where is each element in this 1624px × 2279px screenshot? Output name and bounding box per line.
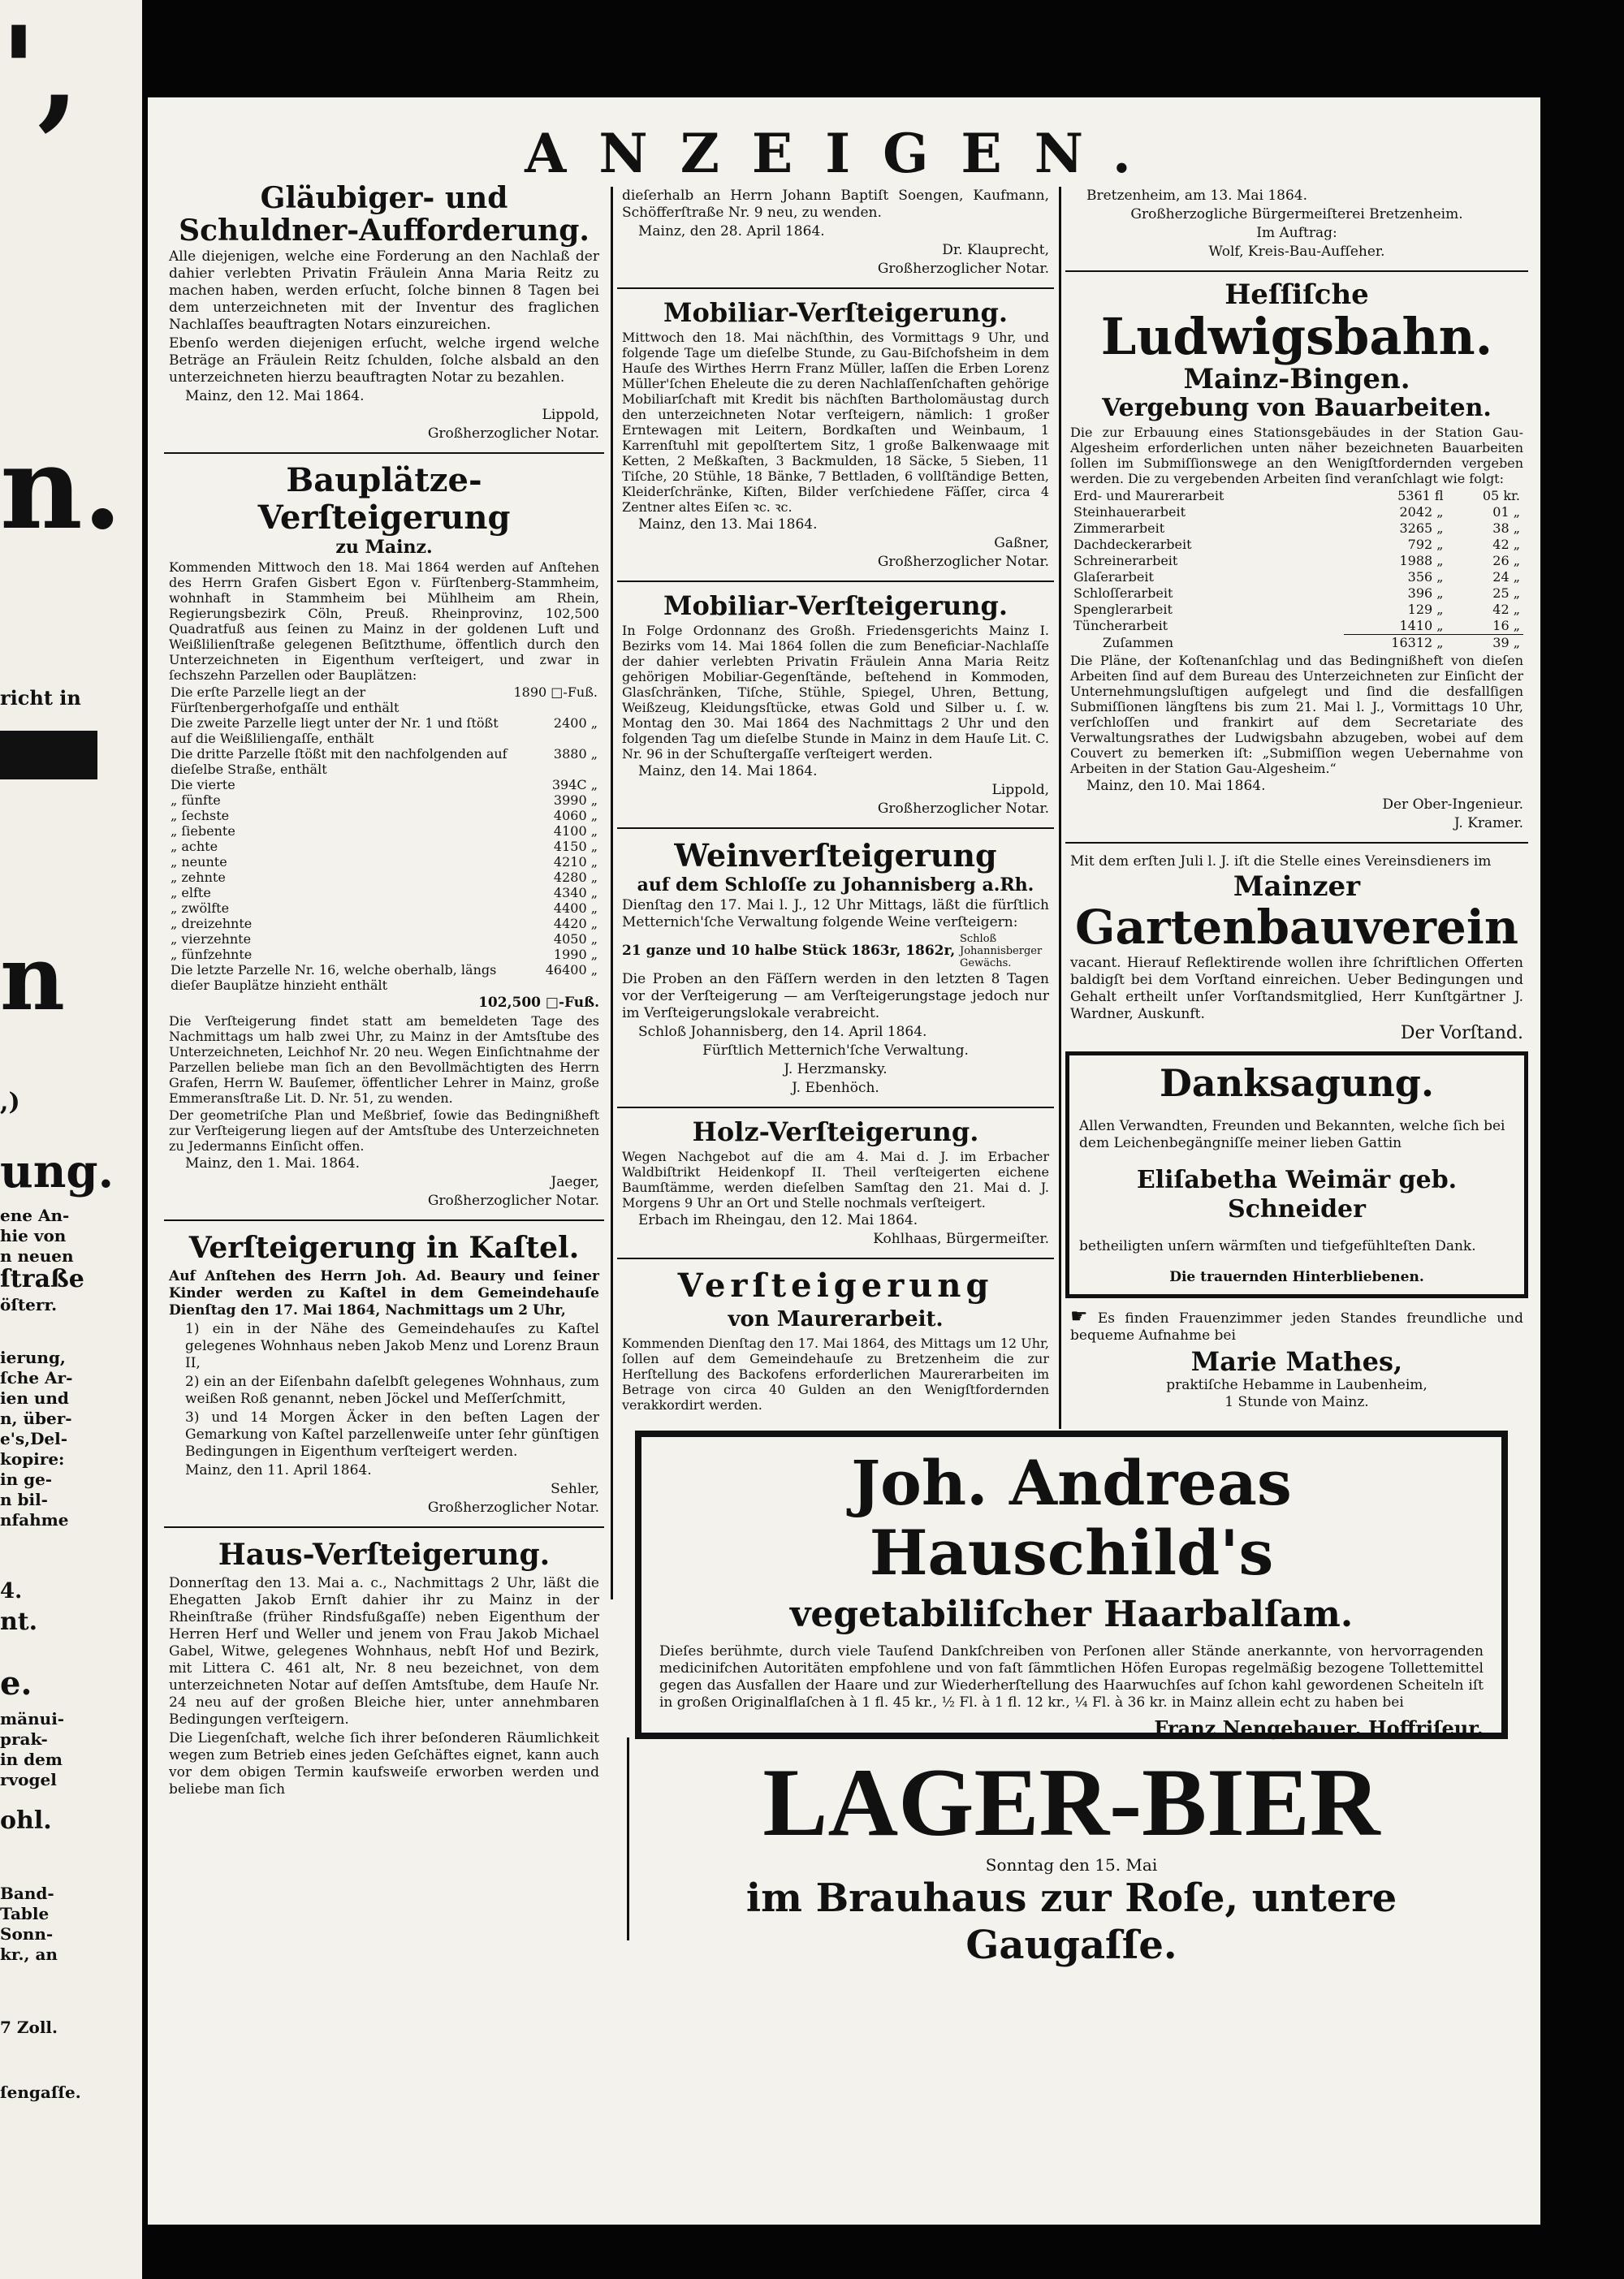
cost-item: Steinhauerarbeit — [1073, 504, 1186, 520]
parcel-area: 4210 „ — [553, 854, 598, 870]
parcel-label: „ zwölfte — [171, 900, 230, 916]
strip-fragment: kr., an — [0, 1944, 58, 1964]
cost-kr: 26 „ — [1492, 553, 1520, 568]
cost-kr: 42 „ — [1492, 602, 1520, 617]
ad-body: Mittwoch den 18. Mai nächſthin, des Vormittags 9 Uhr, und folgende Tage um dieſelbe Stunde, zu Gau-Biſchofsheim in dem Hauſe des Wirthes Herrn Franz Müller, laſſen die Erben Lorenz Müller'ſchen Eheleute die zu deren Nachlaſſenſchaften gehörige Mobiliarſchaft mit Kredit bis nächſten Bartholomäustag durch den unterzeichneten Notar verſteigern, nämlich: 1 großer Erntewagen mit Leitern, Bordkaſten und Weinbaum, 1 Karrenſtuhl mit gepolſtertem Sitz, 1 große Balkenwaage mit Ketten, 2 Meßkaſten, 3 Backmulden, 18 Säcke, 5 Sieben, 11 Tiſche, 20 Stühle, 18 Bänke, 7 Bettladen, 6 vollſtändige Betten, Kleiderſchränke, Kiſten, Bilder verſchiedene Fäſſer, circa 4 Zentner altes Eiſen ꝛc. ꝛc. — [622, 330, 1049, 515]
ad-body: Dienſtag den 17. Mai l. J., 12 Uhr Mittags, läßt die fürſtlich Metternich'ſche Verwaltung folgende Weine verſteigern: — [622, 897, 1049, 930]
strip-fragment: Sonn- — [0, 1924, 54, 1944]
cost-kr: 16 „ — [1492, 618, 1520, 633]
cost-item: Tüncherarbeit — [1073, 618, 1168, 634]
ad-date: Mainz, den 28. April 1864. — [638, 223, 825, 240]
ad-signature: Großherzoglicher Notar. — [877, 261, 1049, 277]
strip-fragment: ierung, — [0, 1348, 66, 1367]
strip-fragment: ien und — [0, 1388, 69, 1408]
strip-fragment: e's,Del- — [0, 1429, 68, 1448]
ad-date: Mainz, den 14. Mai 1864. — [638, 763, 818, 779]
column-2 — [617, 183, 1054, 1418]
ad-body: Die Verſteigerung findet statt am bemeldeten Tage des Nachmittags um halb zwei Uhr, zu Mainz in der Amtsſtube des Unterzeichneten, Leichhof Nr. 20 neu. Wegen Einſichtnahme der Parzellen beliebe man ſich an den Bevollmächtigten des Herrn Grafen, Herrn W. Bauſemer, öffentlicher Lehrer in Mainz, große Emmeransſtraße Lit. D. Nr. 51, zu wenden. — [169, 1013, 599, 1106]
parcel-area: 2400 „ — [553, 715, 598, 731]
cost-row — [1070, 537, 1523, 553]
parcel-table — [169, 684, 599, 993]
parcel-area: 4420 „ — [553, 916, 598, 931]
cost-total-row — [1070, 635, 1523, 652]
strip-fragment: ', — [0, 0, 80, 143]
strip-fragment: ſengaſſe. — [0, 2083, 81, 2102]
ad-lagerbier — [635, 1748, 1508, 1968]
separator — [617, 287, 1054, 289]
parcel-row — [169, 792, 599, 808]
ad-body: Auf Anſtehen des Herrn Joh. Ad. Beaury und ſeiner Kinder werden zu Kaſtel in dem Gemeindehauſe Dienſtag den 17. Mai 1864, Nachmittags um 2 Uhr, — [169, 1268, 599, 1319]
ad-title: Verſteigerung — [677, 1267, 994, 1305]
cost-item: Spenglerarbeit — [1073, 602, 1173, 617]
strip-fragment: n bil- — [0, 1490, 48, 1509]
ad-subline: praktiſche Hebamme in Laubenheim, — [1166, 1377, 1427, 1393]
strip-fragment: ſtraße — [0, 1265, 84, 1293]
ad-wein — [617, 834, 1054, 1102]
ad-body: Dieſes berühmte, durch viele Tauſend Dankſchreiben von Perſonen aller Stände anerkannte, von hervorragenden medicinifchen Autoritäten empfohlene und von faſt ſämmtlichen Höfen Europas regelmäßig bezogene Tollettemittel gegen das Ausfallen der Haare und zur Wiederherſtellung des Haarwuchſes auf ſchon kahl gewordenen Scheiteln iſt in großen Originalflaſchen à 1 fl. 45 kr., ½ Fl. à 1 fl. 12 kr., ¼ Fl. à 36 kr. in Mainz allein echt zu haben bei — [659, 1643, 1484, 1711]
parcel-area: 3990 „ — [553, 792, 598, 808]
ad-date: Mainz, den 13. Mai 1864. — [638, 516, 818, 533]
ad-mobiliar-2 — [617, 587, 1054, 822]
strip-fragment: ,) — [0, 1088, 20, 1116]
separator — [164, 1219, 604, 1221]
strip-fragment: nt. — [0, 1608, 38, 1636]
parcel-label: „ ſiebente — [171, 823, 235, 839]
ad-signature: Dr. Klauprecht, — [942, 242, 1049, 258]
ad-signature: Kohlhaas, Bürgermeiſter. — [873, 1231, 1049, 1247]
ad-body: Die Proben an den Fäſſern werden in den letzten 8 Tagen vor der Verſteigerung — am Verſteigerungstage jedoch nur im Verſteigerungslokale verabreicht. — [622, 971, 1049, 1021]
ad-hebamme — [1065, 1303, 1528, 1414]
cost-row — [1070, 602, 1523, 618]
separator — [1065, 270, 1528, 272]
parcel-label: Die erſte Parzelle liegt an der Fürſtenbergerhofgaſſe und enthält — [171, 684, 400, 715]
ad-kastel — [164, 1226, 604, 1521]
strip-fragment: 7 Zoll. — [0, 2018, 58, 2037]
strip-fragment: richt in — [0, 686, 81, 710]
newspaper-page — [148, 97, 1540, 2225]
parcel-row — [169, 916, 599, 931]
column-3 — [1065, 183, 1528, 1414]
ad-subline: 1 Stunde von Mainz. — [1224, 1394, 1369, 1410]
ad-date: Mainz, den 10. Mai 1864. — [1086, 778, 1266, 794]
ad-body: Der geometriſche Plan und Meßbrief, ſowie das Bedingnißheft zur Verſteigerung liegen auf der Amtsſtube des Unterzeichneten zu Jedermanns Einſicht offen. — [169, 1107, 599, 1154]
ad-signature: Gaßner, — [994, 535, 1049, 551]
ad-title: Verſteigerung in Kaſtel. — [188, 1231, 580, 1265]
parcel-row — [169, 715, 599, 746]
ad-body: Alle diejenigen, welche eine Forderung an den Nachlaß der dahier verlebten Privatin Fräulein Anna Maria Reitz zu machen haben, werden erſucht, ſolche binnen 8 Tagen bei dem unterzeichneten mit der Inventur des fraglichen Nachlaſſes beauftragten Notars einzureichen. — [169, 248, 599, 333]
ad-ludwigsbahn — [1065, 277, 1528, 837]
ad-title: Mobiliar-Verſteigerung. — [663, 590, 1008, 621]
ad-subtitle: Mainz-Bingen. — [1183, 363, 1410, 395]
separator — [164, 1526, 604, 1528]
column-rule — [627, 1737, 629, 1940]
cost-total-kr: 39 „ — [1447, 635, 1523, 652]
parcel-area: 3880 „ — [553, 746, 598, 762]
ad-title: Danksagung. — [1160, 1061, 1434, 1105]
adjacent-page-strip — [0, 0, 142, 2279]
parcel-row — [169, 808, 599, 823]
ad-title: Joh. Andreas Hauschild's — [851, 1447, 1292, 1589]
cost-fl: 792 „ — [1407, 537, 1444, 552]
parcel-label: Die vierte — [171, 777, 235, 792]
strip-fragment: n neuen — [0, 1246, 74, 1266]
parcel-label: „ dreizehnte — [171, 916, 253, 931]
ad-signature: Großherzoglicher Notar. — [877, 554, 1049, 570]
ad-body: In Folge Ordonnanz des Großh. Friedensgerichts Mainz I. Bezirks vom 14. Mai 1864 ſollen die zum Beneficiar-Nachlaſſe der dahier verlebten Privatin Fräulein Anna Maria Reitz gehörigen Mobiliar-Gegenſtände, beſtehend in Kommoden, Glasſchränken, Tiſche, Stühle, Spiegel, Uhren, Bettung, Weißzeug, Kleidungsſtücke, etwas Gold und Silber u. ſ. w. Montag den 30. Mai 1864 des Nachmittags 2 Uhr und den folgenden Tag um dieſelbe Stunde in Mainz in dem Hauſe Lit. C. Nr. 96 in der Schuſtergaſſe verſteigert werden. — [622, 623, 1049, 762]
cost-row — [1070, 488, 1523, 504]
ad-subtitle: zu Mainz. — [335, 537, 433, 558]
strip-fragment: ene An- — [0, 1206, 70, 1225]
strip-fragment: in dem — [0, 1750, 63, 1769]
ad-body: Es finden Frauenzimmer jeden Standes freundliche und bequeme Aufnahme bei — [1070, 1310, 1524, 1344]
ad-maurer — [617, 1264, 1054, 1418]
parcel-total: 102,500 □-Fuß. — [478, 995, 599, 1011]
cost-table — [1070, 488, 1523, 651]
list-item: 3) und 14 Morgen Äcker in den beſten Lagen der Gemarkung von Kaſtel parzellenweiſe unter ſehr günſtigen Bedingungen in Eigenthum verſteigert werden. — [185, 1409, 599, 1460]
cost-row — [1070, 569, 1523, 585]
ad-body: betheiligten unſern wärmſten und tiefgefühlteſten Dank. — [1079, 1238, 1476, 1254]
parcel-label: „ neunte — [171, 854, 227, 870]
parcel-row — [169, 947, 599, 962]
ad-bauplaetze — [164, 459, 604, 1215]
parcel-row — [169, 777, 599, 792]
ad-title: Haus-Verſteigerung. — [218, 1538, 551, 1572]
pointing-hand-icon: ☛ — [1070, 1305, 1088, 1327]
ad-subtitle: vegetabiliſcher Haarbalſam. — [789, 1594, 1354, 1635]
ad-body: Allen Verwandten, Freunden und Bekannten, welche ſich bei dem Leichenbegängniſſe meiner lieben Gattin — [1079, 1118, 1505, 1151]
strip-fragment: n. — [0, 422, 123, 555]
cost-item: Glaſerarbeit — [1073, 569, 1154, 585]
cost-kr: 05 kr. — [1482, 488, 1520, 503]
ad-pretitle: Mainzer — [1233, 870, 1361, 903]
cost-row — [1070, 618, 1523, 635]
cost-kr: 01 „ — [1492, 504, 1520, 520]
ad-danksagung — [1065, 1051, 1528, 1298]
parcel-area: 46400 „ — [545, 962, 598, 978]
column-rule — [611, 187, 613, 1599]
parcel-row — [169, 870, 599, 885]
strip-fragment: n, über- — [0, 1409, 72, 1428]
strip-fragment: 4. — [0, 1579, 23, 1604]
ad-signature: Lippold, — [991, 782, 1049, 798]
deceased-name: Eliſabetha Weimär geb. Schneider — [1136, 1166, 1458, 1224]
ad-title: LAGER-BIER — [762, 1748, 1380, 1856]
ad-date: Mainz, den 1. Mai. 1864. — [185, 1155, 361, 1172]
strip-fragment: kopire: — [0, 1449, 65, 1469]
ad-title: Holz-Verſteigerung. — [692, 1116, 979, 1147]
wine-origin: Schloß Johannisberger Gewächs. — [960, 933, 1043, 969]
parcel-label: „ achte — [171, 839, 218, 854]
ad-signature: J. Ebenhöch. — [792, 1080, 879, 1096]
ad-signature: Lippold, — [542, 407, 599, 423]
separator — [617, 827, 1054, 829]
ad-body: Wegen Nachgebot auf die am 4. Mai d. J. im Erbacher Waldbiſtrikt Heidenkopf II. Theil verſteigerten eichene Baumſtämme, werden dieſelben Samſtag den 21. Mai d. J. Morgens 9 Uhr an Ort und Stelle nochmals verſteigert. — [622, 1149, 1049, 1211]
cost-kr: 42 „ — [1492, 537, 1520, 552]
column-rule — [1059, 187, 1061, 1429]
parcel-area: 4400 „ — [553, 900, 598, 916]
parcel-row — [169, 962, 599, 993]
cost-fl: 3265 „ — [1399, 520, 1444, 536]
ad-body: Kommenden Dienſtag den 17. Mai 1864, des Mittags um 12 Uhr, ſollen auf dem Gemeindehauſe zu Bretzenheim die zur Herſtellung des Backofens erforderlichen Maurerarbeiten im Betrage von circa 40 Gulden an den Wenigſtfordernden verakkordirt werden. — [622, 1336, 1049, 1413]
strip-fragment: in ge- — [0, 1470, 53, 1489]
parcel-area: 4340 „ — [553, 885, 598, 900]
column-1 — [164, 179, 604, 1803]
parcel-row — [169, 746, 599, 777]
strip-fragment: öſterr. — [0, 1295, 58, 1314]
parcel-label: „ ſechste — [171, 808, 230, 823]
ad-title: Bauplätze-Verſteigerung — [257, 461, 511, 537]
ad-body: Die zur Erbauung eines Stationsgebäudes in der Station Gau-Algesheim erforderlichen unten näher bezeichneten Bauarbeiten ſollen im Submiſſionswege an den Wenigſtfordernden vergeben werden. Die zu vergebenden Arbeiten ſind veranſchlagt wie folgt: — [1070, 425, 1523, 486]
ad-title: Gartenbauverein — [1074, 900, 1519, 955]
ad-body: Mit dem erſten Juli l. J. iſt die Stelle eines Vereinsdieners im — [1070, 853, 1492, 870]
separator — [617, 1107, 1054, 1108]
separator — [164, 452, 604, 454]
separator — [617, 1258, 1054, 1259]
cost-fl: 5361 fl — [1397, 488, 1444, 503]
ad-date: Mainz, den 11. April 1864. — [185, 1462, 372, 1478]
parcel-area: 1890 □-Fuß. — [513, 684, 598, 700]
ad-date: Bretzenheim, am 13. Mai 1864. — [1086, 188, 1307, 204]
ad-pretitle: Heſſiſche — [1224, 278, 1369, 311]
ad-body: Die Pläne, der Koſtenanſchlag und das Bedingnißheft von dieſen Arbeiten ſind auf dem Bureau des Unterzeichneten zur Einſicht der Unternehmungsluſtigen aufgelegt und ſind die desfallſigen Submiſſionen längſtens bis zum 21. Mai l. J., Vormittags 10 Uhr, verſchloſſen und frankirt auf dem Secretariate des Verwaltungsrathes der Ludwigsbahn abzugeben, wobei auf dem Couvert zu bemerken iſt: „Submiſſion wegen Uebernahme von Arbeiten in der Station Gau-Algesheim.“ — [1070, 653, 1523, 776]
parcel-area: 4050 „ — [553, 931, 598, 947]
strip-fragment: nfahme — [0, 1510, 69, 1530]
cost-fl: 1988 „ — [1399, 553, 1444, 568]
ad-haus — [164, 1533, 604, 1803]
cost-kr: 24 „ — [1492, 569, 1520, 585]
ad-date: Schloß Johannisberg, den 14. April 1864. — [638, 1024, 927, 1040]
cost-fl: 129 „ — [1407, 602, 1444, 617]
parcel-label: „ zehnte — [171, 870, 226, 885]
strip-fragment: rvogel — [0, 1770, 57, 1789]
strip-fragment: ohl. — [0, 1806, 52, 1835]
ad-signature: Großherzogliche Bürgermeiſterei Bretzenheim. — [1130, 206, 1463, 222]
ad-signature: Großherzoglicher Notar. — [427, 1193, 599, 1209]
ad-signature: Großherzoglicher Notar. — [427, 1500, 599, 1516]
ad-date: Sonntag den 15. Mai — [985, 1855, 1158, 1875]
cost-total-fl: 16312 „ — [1344, 635, 1446, 652]
ad-heading: Vergebung von Bauarbeiten. — [1102, 394, 1492, 422]
strip-fragment: Band- — [0, 1884, 54, 1903]
cost-item: Zimmerarbeit — [1073, 520, 1165, 536]
ad-gartenbau — [1065, 848, 1528, 1047]
ad-glaeubiger — [164, 179, 604, 447]
strip-fragment: hie von — [0, 1226, 67, 1245]
ad-body: Die Liegenſchaft, welche ſich ihrer beſonderen Räumlichkeit wegen zum Betrieb eines jeden Geſchäftes eignet, kann auch vor dem obigen Termin kaufsweiſe erworben werden und beliebe man ſich — [169, 1730, 599, 1798]
wine-lots: 21 ganze und 10 halbe Stück 1863r, 1862r, — [622, 943, 956, 959]
parcel-area: 4060 „ — [553, 808, 598, 823]
strip-fragment: mänui- — [0, 1709, 65, 1729]
ad-signature: J. Herzmansky. — [784, 1061, 888, 1077]
strip-fragment: n — [0, 926, 65, 1030]
cost-total-label: Zuſammen — [1103, 634, 1173, 650]
ad-signature: Der Ober-Ingenieur. — [1382, 796, 1523, 813]
ad-name: Marie Mathes, — [1190, 1346, 1403, 1377]
parcel-row — [169, 900, 599, 916]
ad-subtitle: von Maurerarbeit. — [728, 1307, 944, 1332]
parcel-row — [169, 839, 599, 854]
ad-body: Donnerſtag den 13. Mai a. c., Nachmittags 2 Uhr, läßt die Ehegatten Jakob Ernſt dahier ihr zu Mainz in der Rheinſtraße (früher Rindsfußgaſſe) neben Eigenthum der Herren Herf und Weller und jenem von Frau Jakob Michael Gabel, Witwe, gelegenes Wohnhaus, nebſt Hof und Bezirk, mit Littera C. 461 alt, Nr. 8 neu bezeichnet, von dem unterzeichneten Notar auf deſſen Amtsſtube, dem Hauſe Nr. 24 neu auf der großen Bleiche hier, unter annehmbaren Bedingungen verſteigern. — [169, 1575, 599, 1728]
parcel-label: Die letzte Parzelle Nr. 16, welche oberhalb, längs dieſer Bauplätze hinzieht enthält — [171, 962, 497, 993]
black-bar — [0, 731, 97, 779]
ad-signature: Die trauernden Hinterbliebenen. — [1169, 1269, 1424, 1285]
masthead: ANZEIGEN. — [525, 122, 1164, 185]
ad-body: Ebenſo werden diejenigen erſucht, welche irgend welche Beträge an Fräulein Reitz ſchulden, ſolche alsbald an den unterzeichneten hierzu beauftragten Notar zu bezahlen. — [169, 335, 599, 386]
cost-row — [1070, 553, 1523, 569]
strip-fragment: ung. — [0, 1145, 114, 1198]
strip-fragment: e. — [0, 1664, 32, 1703]
cost-fl: 356 „ — [1407, 569, 1444, 585]
ad-body: vacant. Hierauf Reflektirende wollen ihre ſchriftlichen Offerten baldigſt bei dem Vorſtand einreichen. Ueber Bedingungen und Gehalt ertheilt unſer Vorſtandsmitglied, Herr Kunſtgärtner J. Wardner, Auskunft. — [1070, 955, 1523, 1022]
parcel-area: 4150 „ — [553, 839, 598, 854]
ad-signature: Im Auftrag: — [1256, 225, 1337, 241]
parcel-label: Die zweite Parzelle liegt unter der Nr. 1 und ſtößt auf die Weißliliengaſſe, enthält — [171, 715, 499, 746]
ad-date: Mainz, den 12. Mai 1864. — [185, 388, 365, 404]
list-item: 2) ein an der Eiſenbahn daſelbſt gelegenes Wohnhaus, zum weißen Roß genannt, neben Jöckel und Meſſerſchmitt, — [185, 1374, 599, 1407]
cost-row — [1070, 520, 1523, 537]
cost-fl: 396 „ — [1407, 585, 1444, 601]
ad-date: Erbach im Rheingau, den 12. Mai 1864. — [638, 1212, 918, 1228]
parcel-label: „ fünfte — [171, 792, 221, 808]
cost-row — [1070, 585, 1523, 602]
ad-place: im Brauhaus zur Roſe, untere Gaugaſſe. — [745, 1875, 1397, 1968]
cost-kr: 25 „ — [1492, 585, 1520, 601]
cost-item: Schloſſerarbeit — [1073, 585, 1173, 601]
parcel-label: „ vierzehnte — [171, 931, 252, 947]
ad-body: Kommenden Mittwoch den 18. Mai 1864 werden auf Anſtehen des Herrn Grafen Gisbert Egon v. Fürſtenberg-Stammheim, wohnhaft in Stammheim bei Mühlheim am Rhein, Regierungsbezirk Cöln, Preuß. Rheinprovinz, 102,500 Quadratfuß aus ſeinen zu Mainz in der goldenen Luft und Weißlilienſtraße gelegenen Beſitzthume, öffentlich durch den Unterzeichneten in Eigenthum verſteigert, und zwar in ſechszehn Parzellen oder Bauplätzen: — [169, 559, 599, 683]
parcel-area: 4280 „ — [553, 870, 598, 885]
ad-title: Gläubiger- und Schuldner-Aufforderung. — [179, 181, 590, 248]
parcel-row — [169, 854, 599, 870]
list-item: 1) ein in der Nähe des Gemeindehauſes zu Kaſtel gelegenes Wohnhaus neben Jakob Menz und Lorenz Braun II, — [185, 1321, 599, 1371]
ad-title: Mobiliar-Verſteigerung. — [663, 297, 1008, 328]
separator — [617, 581, 1054, 582]
ad-body: dieſerhalb an Herrn Johann Baptiſt Soengen, Kaufmann, Schöfferſtraße Nr. 9 neu, zu wenden. — [622, 188, 1049, 221]
ad-hauschild — [635, 1431, 1508, 1739]
separator — [1065, 842, 1528, 844]
parcel-label: Die dritte Parzelle ſtößt mit den nachfolgenden auf dieſelbe Straße, enthält — [171, 746, 508, 777]
parcel-label: „ elfte — [171, 885, 211, 900]
cost-row — [1070, 504, 1523, 520]
parcel-row — [169, 931, 599, 947]
ad-title: Ludwigsbahn. — [1100, 307, 1493, 366]
strip-fragment: Table — [0, 1904, 50, 1923]
parcel-row — [169, 823, 599, 839]
cost-item: Dachdeckerarbeit — [1073, 537, 1192, 552]
ad-signature: Wolf, Kreis-Bau-Aufſeher. — [1208, 244, 1385, 260]
ad-continuation — [617, 183, 1054, 283]
parcel-label: „ fünfzehnte — [171, 947, 253, 962]
cost-fl: 2042 „ — [1399, 504, 1444, 520]
ad-subtitle: auf dem Schloſſe zu Johannisberg a.Rh. — [637, 874, 1034, 896]
ad-holz — [617, 1113, 1054, 1253]
ad-signature: Großherzoglicher Notar. — [427, 425, 599, 442]
parcel-area: 4100 „ — [553, 823, 598, 839]
ad-signature: Sehler, — [551, 1481, 599, 1497]
parcel-row — [169, 684, 599, 715]
ad-signature: J. Kramer. — [1453, 815, 1523, 831]
ad-maurer-signature — [1065, 183, 1528, 265]
ad-signature: Franz Nengebauer, Hoffriſeur. — [1154, 1716, 1484, 1740]
cost-kr: 38 „ — [1492, 520, 1520, 536]
strip-fragment: ſche Ar- — [0, 1368, 73, 1388]
parcel-area: 1990 „ — [553, 947, 598, 962]
ad-mobiliar-1 — [617, 294, 1054, 576]
ad-signature: Der Vorſtand. — [1400, 1023, 1523, 1043]
ad-signature: Großherzoglicher Notar. — [877, 801, 1049, 817]
parcel-area: 394C „ — [551, 777, 598, 792]
cost-fl: 1410 „ — [1399, 618, 1444, 633]
parcel-row — [169, 885, 599, 900]
ad-signature: Jaeger, — [551, 1174, 599, 1190]
ad-signature: Fürſtlich Metternich'ſche Verwaltung. — [702, 1042, 969, 1059]
cost-item: Erd- und Maurerarbeit — [1073, 488, 1224, 503]
strip-fragment: prak- — [0, 1729, 48, 1749]
cost-item: Schreinerarbeit — [1073, 553, 1178, 568]
ad-title: Weinverſteigerung — [674, 837, 997, 874]
